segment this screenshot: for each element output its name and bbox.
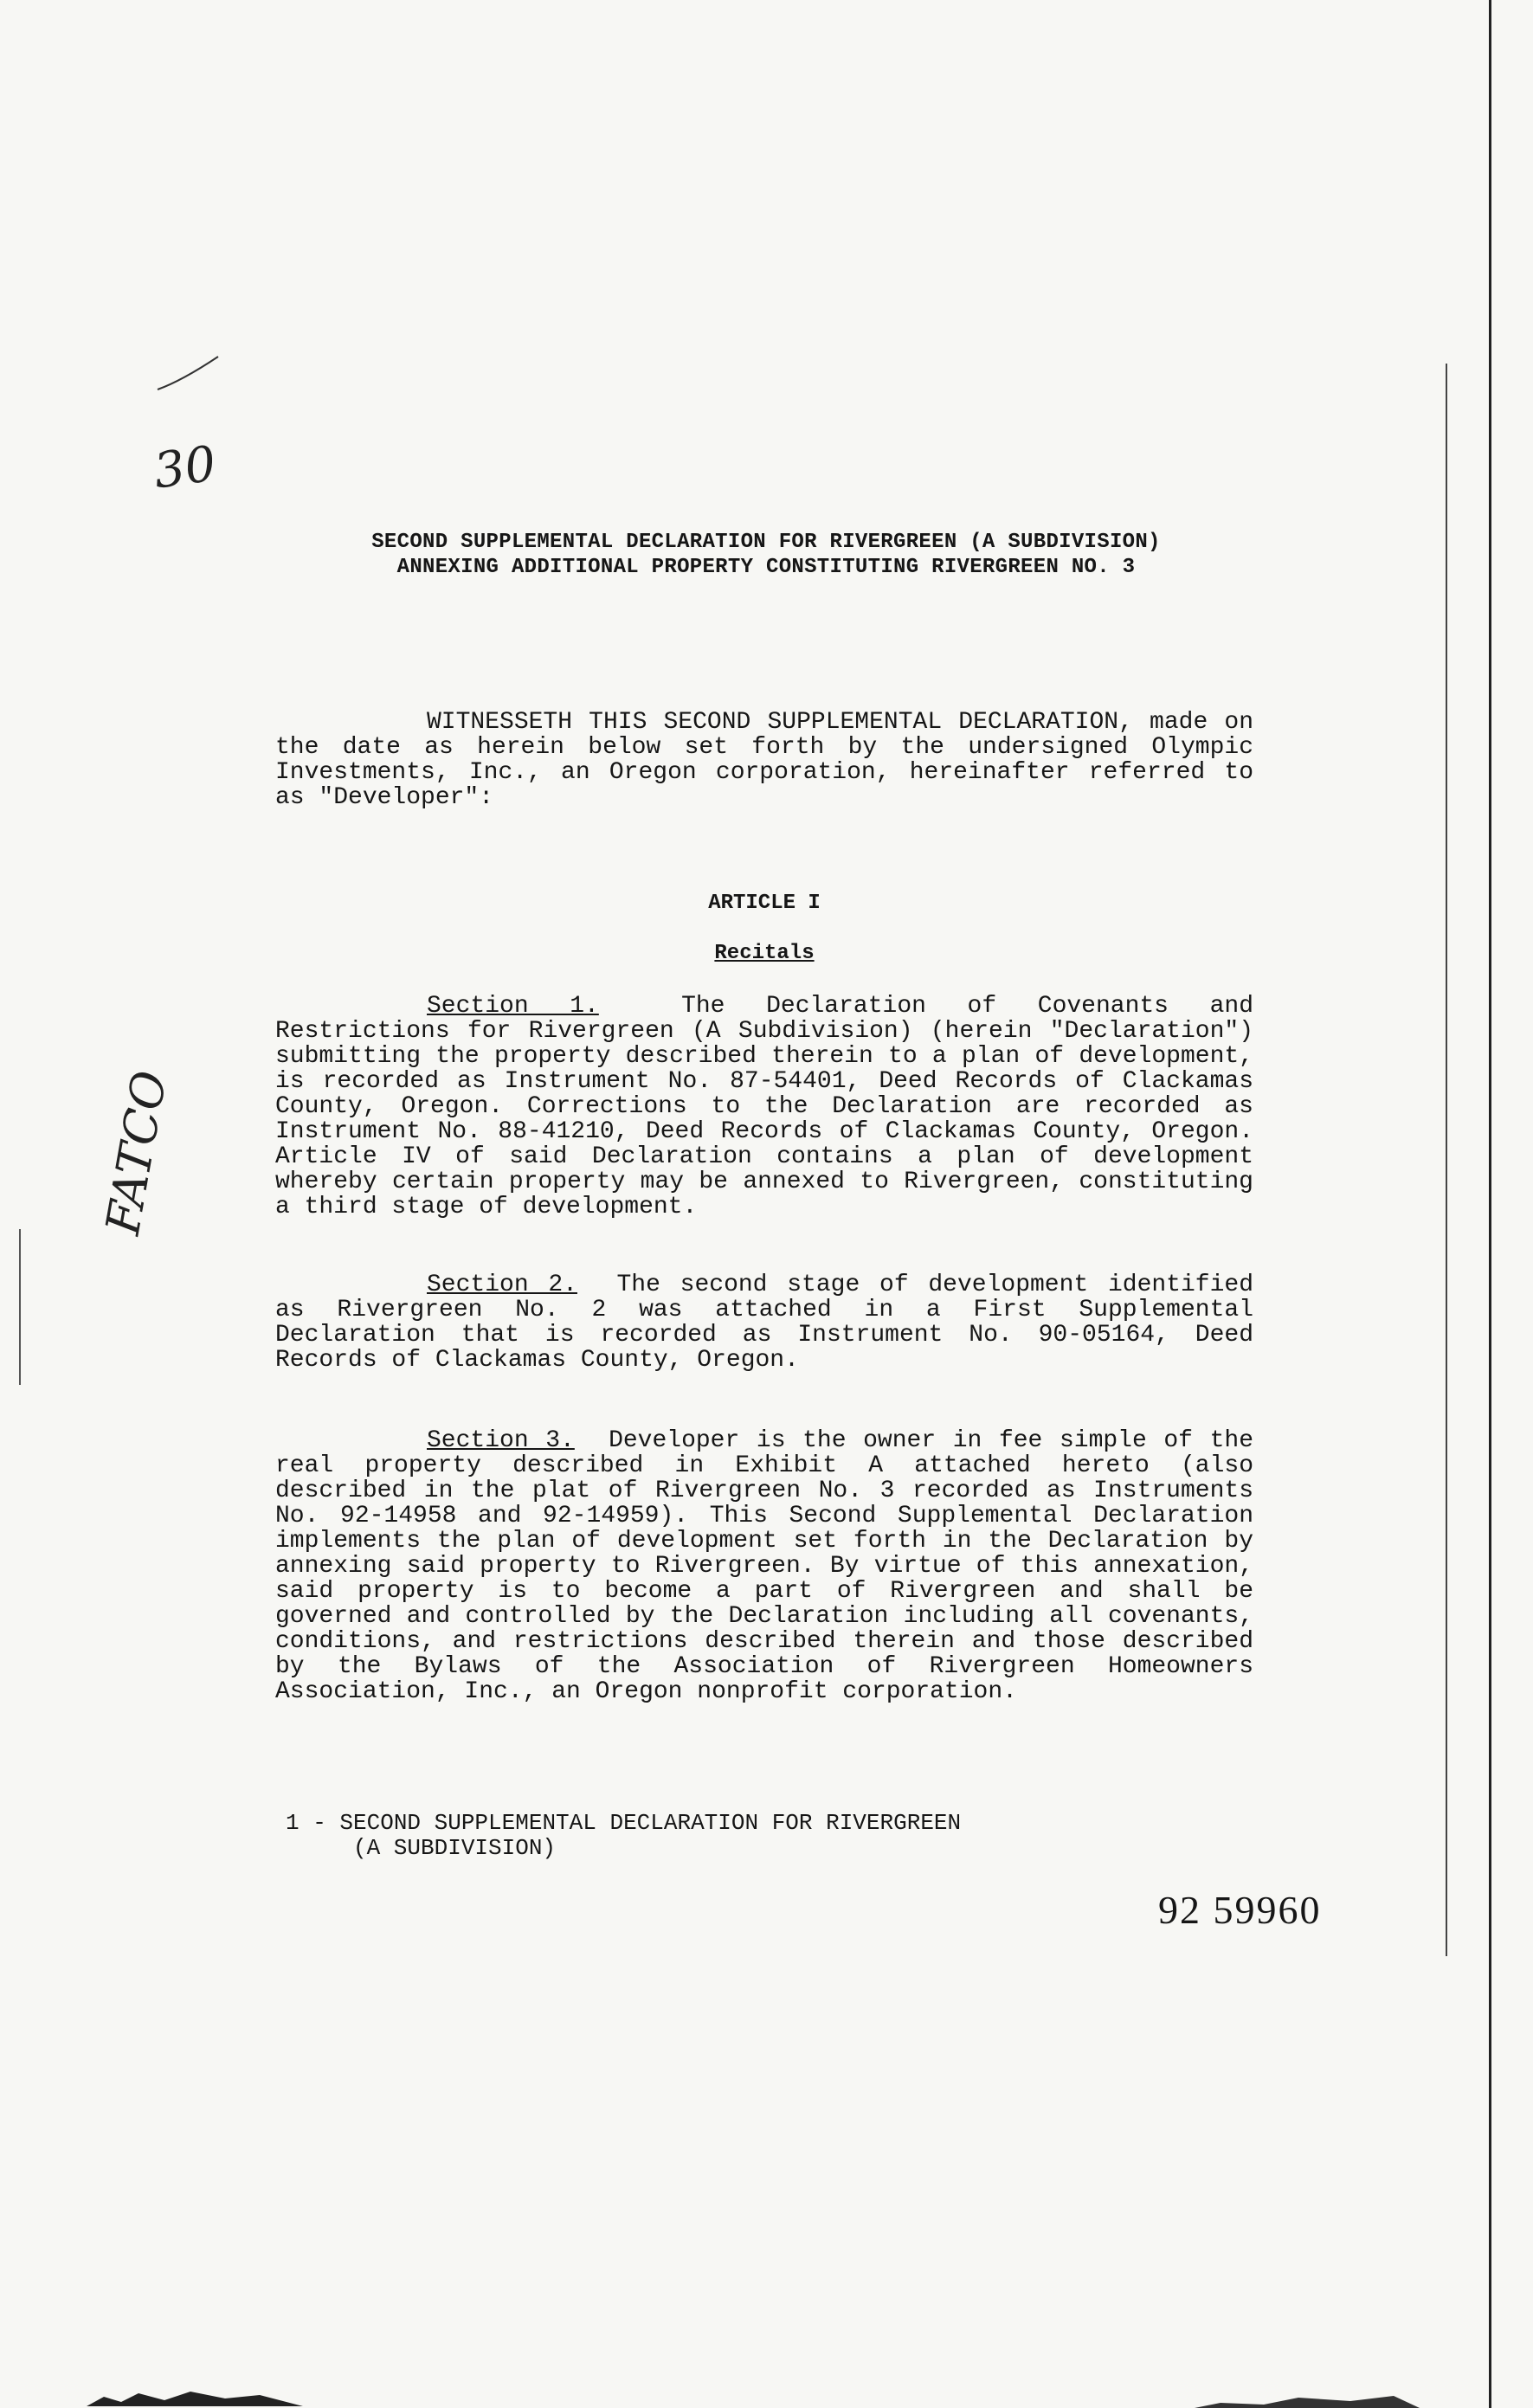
section-3-paragraph (275, 1428, 1253, 1704)
witnesseth-text: WITNESSETH THIS SECOND SUPPLEMENTAL DECLARATION, made on the date as herein below set forth by the undersigned Olympic Investments, Inc., an Oregon corporation, hereinafter referred to as "Developer": (275, 709, 1253, 811)
scan-smudge-bottom (87, 2385, 312, 2408)
handwritten-number: 30 (150, 435, 220, 500)
page-footer (286, 1811, 961, 1861)
section-1-text: The Declaration of Covenants and Restrictions for Rivergreen (A Subdivision) (herein "Declaration") submitting the property described therein to a plan of development, is recorded as Instrument No. 87-54401, Deed Records of Clackamas County, Oregon. Corrections to the Declaration are recorded as Instrument No. 88-41210, Deed Records of Clackamas County, Oregon. Article IV of said Declaration contains a plan of development whereby certain property may be annexed to Rivergreen, constituting a third stage of development. (275, 993, 1254, 1220)
section-3-text: Developer is the owner in fee simple of the real property described in Exhibit A attached hereto (also described in the plat of Rivergreen No. 3 recorded as Instruments No. 92-14958 and 92-14959). This Second Supplemental Declaration implements the plan of development set forth in the Declaration by annexing said property to Rivergreen. By virtue of this annexation, said property is to become a part of Rivergreen and shall be governed and controlled by the Declaration including all covenants, conditions, and restrictions described therein and those described by the Bylaws of the Association of Rivergreen Homeowners Association, Inc., an Oregon nonprofit corporation. (275, 1427, 1254, 1705)
article-subheading (275, 942, 1253, 965)
handwritten-stroke (156, 346, 225, 398)
scan-smudge-bottom-right (1195, 2389, 1420, 2408)
margin-line-left (19, 1229, 21, 1385)
witnesseth-paragraph (275, 710, 1253, 810)
title-line-2: ANNEXING ADDITIONAL PROPERTY CONSTITUTING RIVERGREEN NO. 3 (396, 556, 1136, 579)
recitals-heading: Recitals (714, 942, 815, 965)
section-1-label: Section 1. (427, 993, 599, 1020)
section-1-paragraph (275, 994, 1253, 1220)
section-2-label: Section 2. (427, 1272, 577, 1298)
footer-line-2: (A SUBDIVISION) (353, 1835, 557, 1861)
section-3-label: Section 3. (427, 1427, 575, 1454)
margin-line-right-2 (1446, 364, 1447, 1956)
handwritten-margin-note: FATCO (95, 1066, 178, 1239)
document-title (260, 530, 1272, 580)
title-line-1: SECOND SUPPLEMENTAL DECLARATION FOR RIVERGREEN (A SUBDIVISION) (371, 531, 1161, 554)
footer-line-1: 1 - SECOND SUPPLEMENTAL DECLARATION FOR RIVERGREEN (286, 1810, 962, 1836)
document-number: 92 59960 (1158, 1888, 1322, 1932)
section-2-paragraph (275, 1272, 1253, 1373)
margin-line-right-1 (1489, 0, 1491, 2408)
section-2-text: The second stage of development identified as Rivergreen No. 2 was attached in a First Supplemental Declaration that is recorded as Instrument No. 90-05164, Deed Records of Clackamas County, Oregon. (275, 1272, 1253, 1374)
article-heading: ARTICLE I (708, 892, 821, 915)
